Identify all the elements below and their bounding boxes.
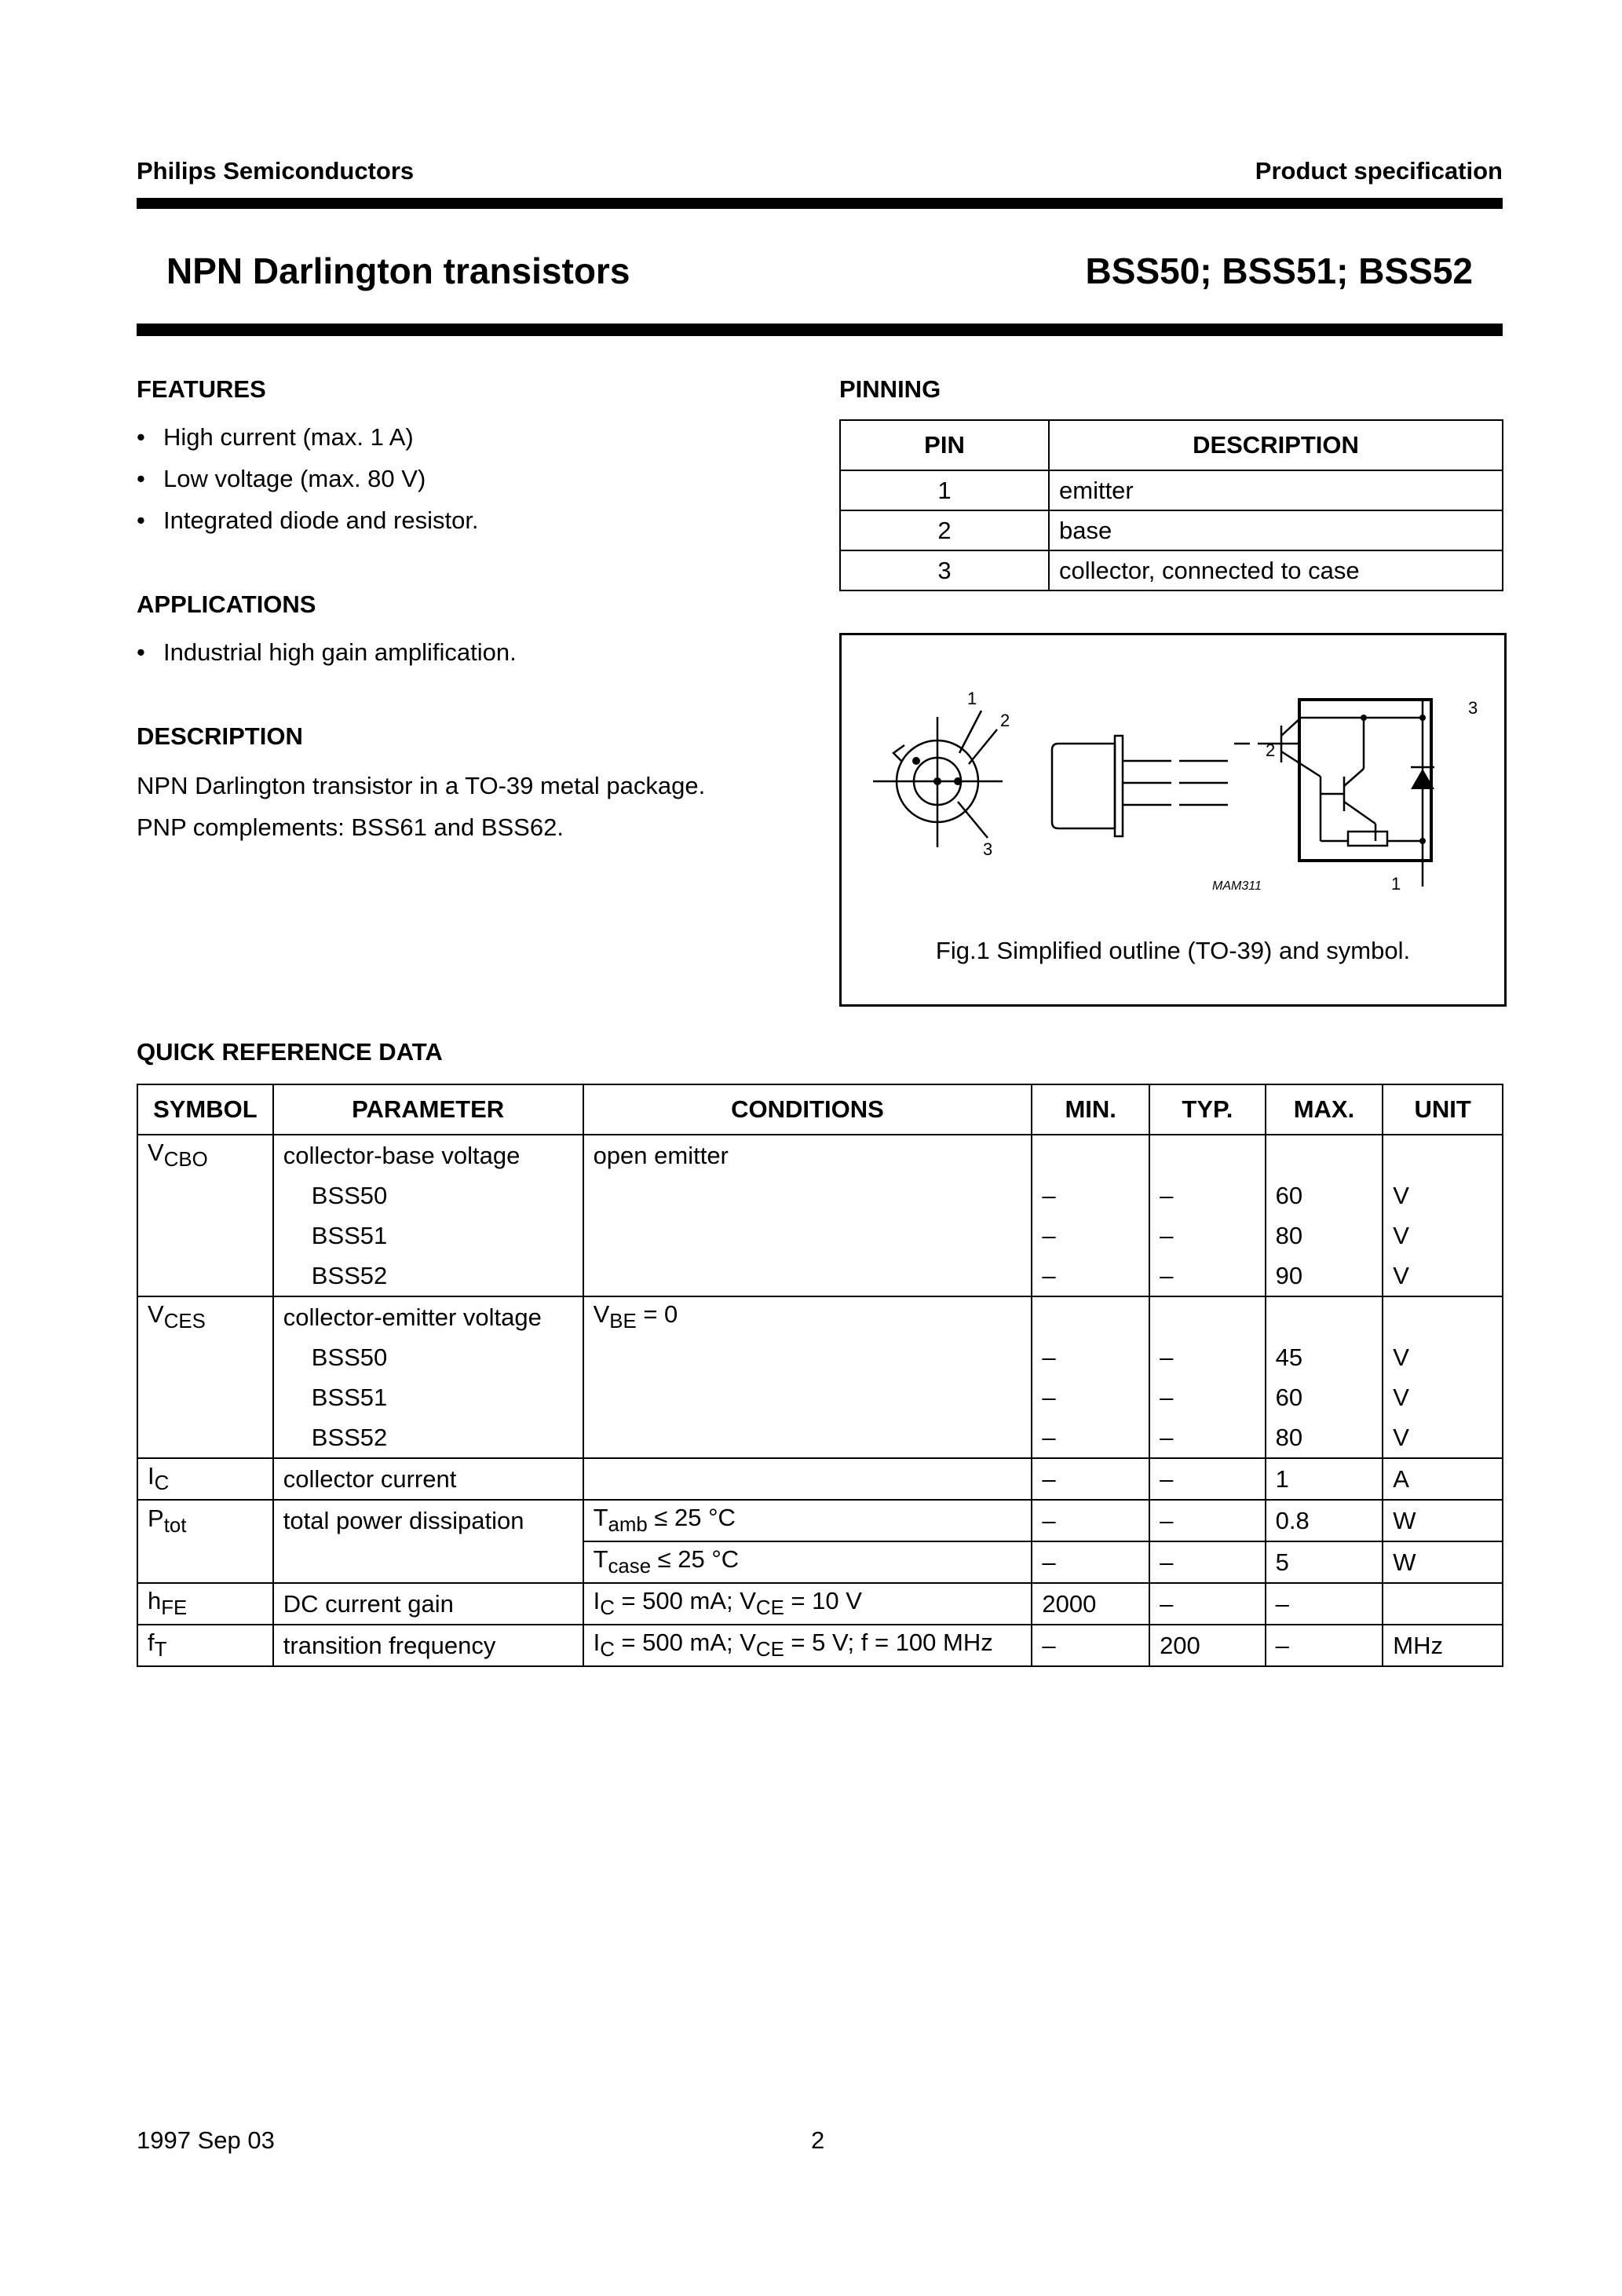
conditions-cell: open emitter xyxy=(583,1135,1032,1175)
doc-type: Product specification xyxy=(1255,157,1503,185)
table-row xyxy=(137,1625,1503,1666)
applications-list xyxy=(137,631,517,673)
list-item: • Low voltage (max. 80 V) xyxy=(137,458,479,499)
unit-cell: MHz xyxy=(1383,1625,1503,1666)
pin-description: collector, connected to case xyxy=(1049,550,1503,590)
unit-cell: V xyxy=(1383,1337,1503,1377)
typ-cell: – xyxy=(1149,1216,1266,1256)
figure-code: MAM311 xyxy=(1212,879,1262,893)
table-row xyxy=(137,1296,1503,1337)
col-conditions: CONDITIONS xyxy=(583,1084,1032,1135)
table-row xyxy=(137,1541,1503,1583)
variant-cell: BSS51 xyxy=(273,1377,583,1417)
pin-number: 3 xyxy=(840,550,1049,590)
header-rule xyxy=(137,198,1503,209)
table-row xyxy=(137,1135,1503,1175)
min-cell: – xyxy=(1032,1216,1149,1256)
figure-box xyxy=(839,633,1507,1007)
parameter-cell: transition frequency xyxy=(273,1625,583,1666)
parameter-cell: DC current gain xyxy=(273,1583,583,1625)
min-cell: – xyxy=(1032,1541,1149,1583)
parameter-cell: collector current xyxy=(273,1458,583,1500)
symbol-pin-3: 3 xyxy=(1468,698,1478,718)
max-cell: – xyxy=(1266,1583,1383,1625)
table-row xyxy=(840,470,1503,510)
table-row xyxy=(840,510,1503,550)
unit-cell: W xyxy=(1383,1541,1503,1583)
table-row xyxy=(137,1500,1503,1541)
footer-date: 1997 Sep 03 xyxy=(137,2126,275,2154)
typ-cell: 200 xyxy=(1149,1625,1266,1666)
max-cell: 60 xyxy=(1266,1175,1383,1216)
typ-cell: – xyxy=(1149,1458,1266,1500)
table-row xyxy=(137,1417,1503,1458)
max-cell: 80 xyxy=(1266,1216,1383,1256)
unit-cell: V xyxy=(1383,1256,1503,1296)
pin-number: 2 xyxy=(840,510,1049,550)
max-cell: 60 xyxy=(1266,1377,1383,1417)
min-cell: – xyxy=(1032,1337,1149,1377)
description-line: PNP complements: BSS61 and BSS62. xyxy=(137,813,564,841)
table-row xyxy=(137,1216,1503,1256)
col-max: MAX. xyxy=(1266,1084,1383,1135)
max-cell: 90 xyxy=(1266,1256,1383,1296)
symbol-cell: $P_{tot}$ xyxy=(137,1500,273,1541)
features-list xyxy=(137,416,479,541)
list-item: • Industrial high gain amplification. xyxy=(137,631,517,673)
conditions-cell: $V_{BE} = 0$ xyxy=(583,1296,1032,1337)
package-outline-and-symbol-diagram xyxy=(842,635,1504,918)
unit-cell: W xyxy=(1383,1500,1503,1541)
conditions-cell: $T_{case} \le 25$ °C xyxy=(583,1541,1032,1583)
table-row xyxy=(137,1337,1503,1377)
unit-cell: V xyxy=(1383,1216,1503,1256)
symbol-cell: $h_{FE}$ xyxy=(137,1583,273,1625)
unit-cell: A xyxy=(1383,1458,1503,1500)
qrd-heading: QUICK REFERENCE DATA xyxy=(137,1038,443,1066)
pin-number: 1 xyxy=(840,470,1049,510)
min-cell: – xyxy=(1032,1256,1149,1296)
pin-label-1: 1 xyxy=(967,689,977,708)
col-min: MIN. xyxy=(1032,1084,1149,1135)
figure-caption: Fig.1 Simplified outline (TO-39) and symbol. xyxy=(935,937,1411,964)
description-text xyxy=(137,765,705,848)
list-item: • Integrated diode and resistor. xyxy=(137,499,479,541)
applications-heading: APPLICATIONS xyxy=(137,590,316,618)
min-cell: – xyxy=(1032,1458,1149,1500)
pinning-table xyxy=(839,419,1503,591)
max-cell: – xyxy=(1266,1625,1383,1666)
min-cell: – xyxy=(1032,1500,1149,1541)
pin-description: emitter xyxy=(1049,470,1503,510)
quick-reference-table xyxy=(137,1084,1503,1667)
table-row xyxy=(137,1256,1503,1296)
typ-cell: – xyxy=(1149,1500,1266,1541)
pin-description: base xyxy=(1049,510,1503,550)
typ-cell: – xyxy=(1149,1337,1266,1377)
typ-cell: – xyxy=(1149,1541,1266,1583)
page-title: NPN Darlington transistors xyxy=(166,250,630,291)
unit-cell: V xyxy=(1383,1377,1503,1417)
conditions-cell: $T_{amb} \le 25$ °C xyxy=(583,1500,1032,1541)
table-row xyxy=(137,1175,1503,1216)
symbol-cell: $I_C$ xyxy=(137,1458,273,1500)
parameter-cell: total power dissipation xyxy=(273,1500,583,1541)
table-row xyxy=(137,1583,1503,1625)
table-row xyxy=(840,550,1503,590)
symbol-cell: $f_T$ xyxy=(137,1625,273,1666)
company-name: Philips Semiconductors xyxy=(137,157,415,185)
max-cell: 0.8 xyxy=(1266,1500,1383,1541)
typ-cell: – xyxy=(1149,1175,1266,1216)
parameter-cell: collector-emitter voltage xyxy=(273,1296,583,1337)
desc-col-header: DESCRIPTION xyxy=(1049,420,1503,470)
max-cell: 80 xyxy=(1266,1417,1383,1458)
unit-cell: V xyxy=(1383,1417,1503,1458)
pinning-heading: PINNING xyxy=(839,375,941,403)
min-cell: – xyxy=(1032,1417,1149,1458)
col-typ: TYP. xyxy=(1149,1084,1266,1135)
symbol-cell: $V_{CES}$ xyxy=(137,1296,273,1337)
col-unit: UNIT xyxy=(1383,1084,1503,1135)
variant-cell: BSS51 xyxy=(273,1216,583,1256)
table-row xyxy=(137,1377,1503,1417)
min-cell: – xyxy=(1032,1377,1149,1417)
features-heading: FEATURES xyxy=(137,375,266,403)
conditions-cell: $I_C = 500$ mA; $V_{CE} = 10$ V xyxy=(583,1583,1032,1625)
pin-label-3: 3 xyxy=(983,839,993,859)
title-rule xyxy=(137,324,1503,336)
max-cell: 45 xyxy=(1266,1337,1383,1377)
symbol-pin-1: 1 xyxy=(1391,874,1401,894)
col-parameter: PARAMETER xyxy=(273,1084,583,1135)
description-heading: DESCRIPTION xyxy=(137,722,303,750)
page-number: 2 xyxy=(811,2126,825,2154)
min-cell: – xyxy=(1032,1625,1149,1666)
col-symbol: SYMBOL xyxy=(137,1084,273,1135)
list-item: • High current (max. 1 A) xyxy=(137,416,479,458)
min-cell: – xyxy=(1032,1175,1149,1216)
variant-cell: BSS50 xyxy=(273,1337,583,1377)
part-numbers: BSS50; BSS51; BSS52 xyxy=(1085,250,1473,291)
pin-col-header: PIN xyxy=(840,420,1049,470)
typ-cell: – xyxy=(1149,1256,1266,1296)
description-line: NPN Darlington transistor in a TO-39 metal package. xyxy=(137,772,706,799)
unit-cell: V xyxy=(1383,1175,1503,1216)
max-cell: 1 xyxy=(1266,1458,1383,1500)
variant-cell: BSS50 xyxy=(273,1175,583,1216)
parameter-cell: collector-base voltage xyxy=(273,1135,583,1175)
conditions-cell: $I_C = 500$ mA; $V_{CE} = 5$ V; f = 100 MHz xyxy=(583,1625,1032,1666)
typ-cell: – xyxy=(1149,1583,1266,1625)
max-cell: 5 xyxy=(1266,1541,1383,1583)
symbol-cell: $V_{CBO}$ xyxy=(137,1135,273,1175)
pin-label-2: 2 xyxy=(1000,711,1010,730)
symbol-pin-2: 2 xyxy=(1266,740,1276,760)
variant-cell: BSS52 xyxy=(273,1256,583,1296)
table-row xyxy=(137,1458,1503,1500)
typ-cell: – xyxy=(1149,1417,1266,1458)
typ-cell: – xyxy=(1149,1377,1266,1417)
min-cell: 2000 xyxy=(1032,1583,1149,1625)
variant-cell: BSS52 xyxy=(273,1417,583,1458)
